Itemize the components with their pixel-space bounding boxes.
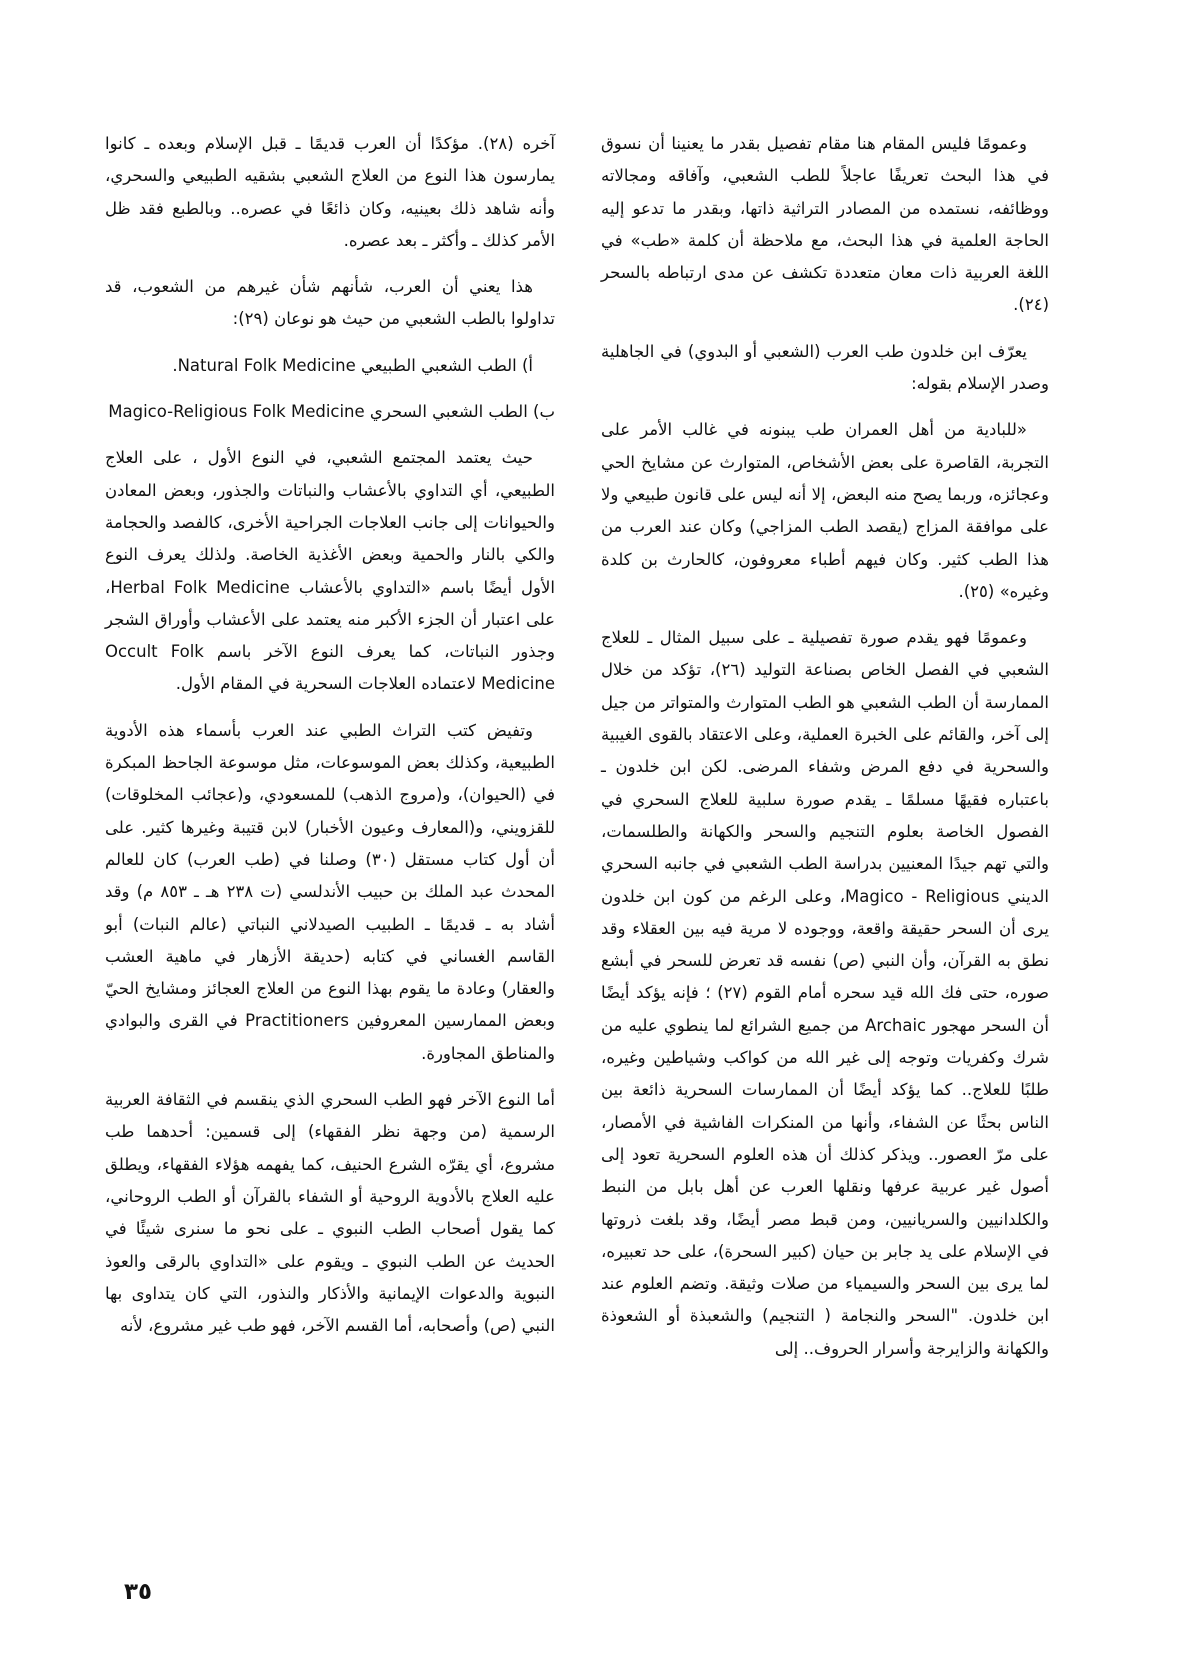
list-item-english: Natural Folk Medicine (177, 355, 356, 375)
paragraph: يعرّف ابن خلدون طب العرب (الشعبي أو البدوي) في الجاهلية وصدر الإسلام بقوله: (601, 341, 1049, 394)
paragraph: وعمومًا فليس المقام هنا مقام تفصيل بقدر ما يعنينا أن نسوق في هذا البحث تعريفًا عاجلاً للطب الشعبي، وآفاقه ومجالاته ووظائفه، نستمده من المصادر التراثية ذاتها، وبقدر ما تدعو إليه الحاجة العلمية في هذا البحث، مع ملاحظة أن كلمة «طب» في اللغة العربية ذات معان متعددة تكشف عن مدى ارتباطه بالسحر (٢٤). (601, 134, 1049, 315)
list-item-magico (105, 396, 555, 428)
paragraph: أما النوع الآخر فهو الطب السحري الذي ينقسم في الثقافة العربية الرسمية (من وجهة نظر الفقهاء) إلى قسمين: أحدهما طب مشروع، أي يقرّه الشرع الحنيف، كما يفهمه هؤلاء الفقهاء، ويطلق عليه العلاج بالأدوية الروحية أو الشفاء بالقرآن أو الطب الروحاني، كما يقول أصحاب الطب النبوي ـ على نحو ما سنرى شيئًا في الحديث عن الطب النبوي ـ ويقوم على «التداوي بالرقى والعوذ النبوية والدعوات الإيمانية والأذكار والنذور، التي كان يتداوى بها النبي (ص) وأصحابه، أما القسم الآخر، فهو طب غير مشروع، لأنه (105, 1090, 555, 1336)
paragraph: آخره (٢٨). مؤكدًا أن العرب قديمًا ـ قبل الإسلام وبعده ـ كانوا يمارسون هذا النوع من العلاج الشعبي بشقيه الطبيعي والسحري، وأنه شاهد ذلك بعينيه، وكان ذائعًا في عصره.. وبالطبع فقد ظل الأمر كذلك ـ وأكثر ـ بعد عصره. (105, 134, 556, 250)
list-item-natural: أ) الطب الشعبي الطبيعي Natural Folk Medicine. (172, 355, 533, 375)
quote-paragraph: «للبادية من أهل العمران طب يبنونه في غالب الأمر على التجربة، القاصرة على بعض الأشخاص، المتوارث عن مشايخ الحي وعجائزه، وربما يصح منه البعض، إلا أنه ليس على قانون طبيعي ولا على موافقة المزاج (يقصد الطب المزاجي) وكان عند العرب من هذا الطب كثير. وكان فيهم أطباء معروفون، كالحارث بن كلدة وغيره» (٢٥). (601, 420, 1049, 601)
paragraph: وعمومًا فهو يقدم صورة تفصيلية ـ على سبيل المثال ـ للعلاج الشعبي في الفصل الخاص بصناعة التوليد (٢٦)، تؤكد من خلال الممارسة أن الطب الشعبي هو الطب المتوارث والمتواتر من جيل إلى آخر، والقائم على الخبرة العملية، وعلى الاعتقاد بالقوى الغيبية والسحرية في دفع المرض وشفاء المرضى. لكن ابن خلدون ـ باعتباره فقيهًا مسلمًا ـ يقدم صورة سلبية للعلاج السحري في الفصول الخاصة بعلوم التنجيم والسحر والكهانة والطلسمات، والتي تهم جيدًا المعنيين بدراسة الطب الشعبي في جانبه السحري الديني Magico - Religious، وعلى الرغم من كون ابن خلدون يرى أن السحر حقيقة واقعة، ووجوده لا مرية فيه بين العقلاء وقد نطق به القرآن، وأن النبي (ص) نفسه قد تعرض للسحر في أبشع صوره، حتى فك الله قيد سحره أمام القوم (٢٧) ؛ فإنه يؤكد أيضًا أن السحر مهجور Archaic من جميع الشرائع لما ينطوي عليه من شرك وكفريات وتوجه إلى غير الله من كواكب وشياطين وغيره، طلبًا للعلاج.. كما يؤكد أيضًا أن الممارسات السحرية ذائعة بين الناس بحثًا عن الشفاء، وأنها من المنكرات الفاشية في الأمصار، على مرّ العصور.. ويذكر كذلك أن هذه العلوم السحرية تعود إلى أصول غير عربية عرفها ونقلها العرب عن أهل بابل من النبط والكلدانيين والسريانيين، ومن قبط مصر أيضًا، وقد بلغت ذروتها في الإسلام على يد جابر بن حيان (كبير السحرة)، على حد تعبيره، لما يرى بين السحر والسيمياء من صلات وثيقة. وتضم العلوم عند ابن خلدون. "السحر والنجامة ( التنجيم) والشعبذة أو الشعوذة والكهانة والزايرجة وأسرار الحروف.. إلى (601, 628, 1050, 1358)
paragraph: هذا يعني أن العرب، شأنهم شأن غيرهم من الشعوب، قد تداولوا بالطب الشعبي من حيث هو نوعان (٢٩): (105, 277, 555, 329)
paragraph: حيث يعتمد المجتمع الشعبي، في النوع الأول ، على العلاج الطبيعي، أي التداوي بالأعشاب والنباتات والجذور، وبعض المعادن والحيوانات إلى جانب العلاجات الجراحية الأخرى، كالفصد والحجامة والكي بالنار والحمية وبعض الأغذية الخاصة. ولذلك يعرف النوع الأول أيضًا باسم «التداوي بالأعشاب Herbal Folk Medicine، على اعتبار أن الجزء الأكبر منه يعتمد على الأعشاب وأوراق الشجر وجذور النباتات، كما يعرف النوع الآخر باسم Occult Folk Medicine لاعتماده العلاجات السحرية في المقام الأول. (105, 448, 555, 694)
paragraph: وتفيض كتب التراث الطبي عند العرب بأسماء هذه الأدوية الطبيعية، وكذلك بعض الموسوعات، مثل موسوعة الجاحظ المبكرة في (الحيوان)، و(مروج الذهب) للمسعودي، و(عجائب المخلوقات) للقزويني، و(المعارف وعيون الأخبار) لابن قتيبة وغيرها كثير. على أن أول كتاب مستقل (٣٠) وصلنا في (طب العرب) كان للعالم المحدث عبد الملك بن حبيب الأندلسي (ت ٢٣٨ هـ ـ ٨٥٣ م) وقد أشاد به ـ قديمًا ـ الطبيب الصيدلاني النباتي (عالم النبات) أبو القاسم الغساني في كتابه (حديقة الأزهار في ماهية العشب والعقار) وعادة ما يقوم بهذا النوع من العلاج العجائز ومشايخ الحيّ وبعض الممارسين المعروفين Practitioners في القرى والبوادي والمناطق المجاورة. (105, 720, 555, 1063)
page-number: ٣٥ (124, 1579, 153, 1605)
list-item-label: أ) الطب الشعبي الطبيعي (361, 355, 533, 375)
right-column (601, 128, 1049, 1379)
list-item-label: ب) الطب الشعبي السحري (369, 402, 555, 422)
left-column (105, 128, 555, 1356)
list-item-english: Magico-Religious Folk Medicine (108, 402, 365, 422)
